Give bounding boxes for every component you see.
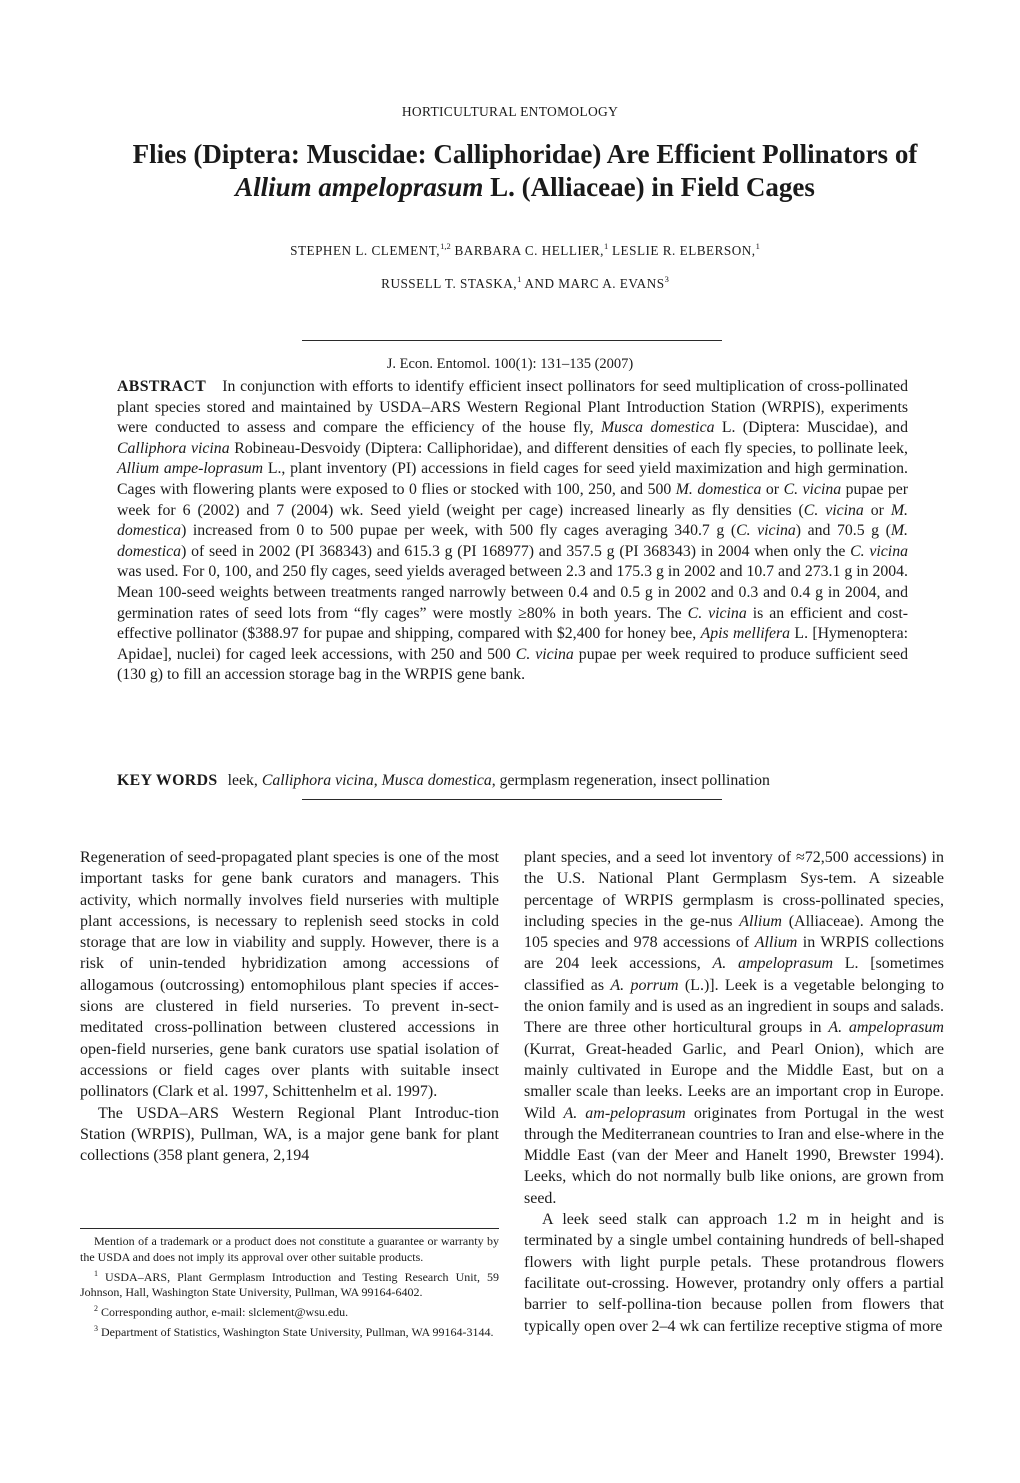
footnote	[80, 1234, 499, 1266]
text-run: L. [Hymenoptera: Apidae], nuclei) for caged leek accessions, with 250 and 500	[117, 625, 908, 663]
authors-line-1	[60, 232, 990, 265]
text-run: leek,	[227, 772, 262, 789]
keywords-label: KEY WORDS	[117, 772, 218, 789]
italic-term: Apis mellifera	[700, 625, 791, 643]
author-affiliation-mark: 1	[603, 241, 609, 251]
abstract	[117, 377, 908, 686]
italic-term: A. porrum	[610, 976, 679, 994]
text-run: Regeneration of seed-propagated plant species is one of the most important tasks for gene bank curators and managers. This activity, which normally involves field nurseries with multiple plant accessions, is necessary to replenish seed stocks in cold storage that are low in viability and supply. However, there is a risk of unin-tended hybridization among accessions of allogamous (outcrossing) entomophilous plant species if acces-sions are clustered in field nurseries. To prevent in-sect-meditated cross-pollination between clustered accessions in open-field nurseries, gene bank curators use spatial isolation of accessions or field cages over plants with suitable insect pollinators (Clark et al. 1997, Schittenhelm et al. 1997).	[80, 849, 499, 1101]
footnote-mark: 2	[94, 1304, 98, 1314]
body-paragraph	[524, 847, 944, 1209]
italic-term: C. vicina	[783, 480, 842, 498]
text-run: Robineau-Desvoidy (Diptera: Calliphoridae), and different densities of each fly species, to pollinate leek,	[229, 439, 909, 457]
text-run: pupae per week required to produce sufficient seed (130 g) to fill an accession storage bag in the WRPIS gene bank.	[117, 645, 908, 684]
text-run: L. [sometimes classified as	[524, 955, 944, 994]
text-run: originates from Portugal in the west through the Mediterranean countries to Iran and else-where in the Middle East (van der Meer and Hanelt 1990, Brewster 1994). Leeks, which do not normally bulb like onions, are grown from seed.	[524, 1104, 944, 1207]
title-part2: L. (Alliaceae) in Field Cages	[483, 172, 815, 202]
author-list	[60, 232, 990, 298]
authors-line-2	[60, 265, 990, 298]
body-right-column	[524, 847, 944, 1337]
text-run: The USDA–ARS Western Regional Plant Introduc-tion Station (WRPIS), Pullman, WA, is a major gene bank for plant collections (358 plant genera, 2,194	[80, 1104, 499, 1165]
italic-term: Calliphora vicina	[117, 439, 230, 457]
italic-term: C. vicina	[850, 542, 908, 560]
author-name: STEPHEN L. CLEMENT,	[290, 243, 441, 258]
header-rule	[302, 340, 722, 341]
keywords	[117, 771, 908, 791]
italic-term: M. domestica	[117, 501, 908, 540]
italic-term: Musca domestica	[600, 419, 715, 437]
footnote-text: Department of Statistics, Washington State University, Pullman, WA 99164-3144.	[98, 1324, 494, 1339]
text-run: L. (Diptera: Muscidae), and	[714, 419, 908, 437]
italic-term: C. vicina	[803, 501, 864, 519]
journal-citation: J. Econ. Entomol. 100(1): 131–135 (2007)	[386, 356, 634, 372]
text-run: ) and 70.5 g (	[795, 522, 891, 540]
italic-term: Musca domestica	[381, 772, 492, 789]
text-run: ) of seed in 2002 (PI 368343) and 615.3 g (PI 168977) and 357.5 g (PI 368343) in 2004 when only the	[181, 542, 851, 560]
footnote	[80, 1301, 499, 1321]
text-run: or	[863, 501, 891, 519]
italic-term: C. vicina	[736, 522, 796, 540]
italic-term: A. ampeloprasum	[828, 1019, 944, 1037]
author-name: AND MARC A. EVANS	[521, 276, 665, 291]
author-affiliation-mark: 1	[517, 274, 522, 284]
title-species: Allium ampeloprasum	[235, 172, 484, 202]
text-run: (L.)]. Leek is a vegetable belonging to the onion family and is used as an ingredient in soups and salads. There are three other horticultural groups in	[524, 976, 945, 1037]
abstract-label: ABSTRACT	[117, 378, 207, 395]
section-label: HORTICULTURAL ENTOMOLOGY	[401, 104, 619, 119]
footnote-text: Mention of a trademark or a product does not constitute a guarantee or warranty by the USDA and does not imply its approval over other suitable products.	[80, 1234, 499, 1264]
text-run: L., plant inventory (PI) accessions in field cages for seed yield maximization and high germination. Cages with flowering plants were exposed to 0 flies or stocked with 100, 250, and 500	[117, 460, 909, 498]
body-paragraph	[80, 847, 499, 1103]
italic-term: M. domestica	[675, 480, 762, 498]
author-affiliation-mark: 1	[755, 241, 760, 251]
author-affiliation-mark: 1,2	[440, 241, 451, 251]
footnote-mark: 1	[94, 1268, 98, 1278]
article-title	[60, 138, 990, 204]
author-affiliation-mark: 3	[664, 274, 669, 284]
text-run: A leek seed stalk can approach 1.2 m in height and is terminated by a single umbel containing hundreds of bell-shaped flowers with light purple petals. These protandrous flowers facilitate out-crossing. However, protandry only offers a partial barrier to self-pollina-tion because pollen from flowers that typically open over 2–4 wk can fertilize receptive stigma of more	[524, 1211, 944, 1335]
italic-term: C. vicina	[515, 645, 574, 663]
author-name: RUSSELL T. STASKA,	[381, 276, 518, 291]
text-run: ) increased from 0 to 500 pupae per week, with 500 fly cages averaging 340.7 g (	[181, 522, 737, 540]
italic-term: A. am-peloprasum	[563, 1104, 686, 1122]
text-run: in WRPIS collections are 204 leek accessions,	[524, 934, 944, 973]
footnotes	[80, 1234, 499, 1341]
italic-term: A. ampeloprasum	[712, 955, 834, 973]
keywords-text	[228, 772, 770, 789]
abstract-text	[117, 378, 908, 683]
italic-term: Allium	[739, 912, 782, 930]
italic-term: M. domestica	[117, 522, 908, 560]
author-name: LESLIE R. ELBERSON,	[608, 243, 756, 258]
text-run: (Alliaceae). Among the 105 species and 978 accessions of	[524, 912, 944, 952]
author-name: BARBARA C. HELLIER,	[450, 243, 604, 258]
text-run: was used. For 0, 100, and 250 fly cages, seed yields averaged between 2.3 and 175.3 g in 2002 and 10.7 and 273.1 g in 2004. Mean 100-seed weights between treatments ranged narrowly between 0.4 and 0.5 g in 2002 and 0.3 and 0.4 g in 2004, and germination rates of seed lots from “fly cages” were mostly ≥80% in both years. The	[117, 563, 908, 622]
text-run: , germplasm regeneration, insect pollination	[491, 772, 770, 789]
text-run: is an efficient and cost-effective pollinator ($388.97 for pupae and shipping, compared with $2,400 for honey bee,	[117, 604, 908, 643]
italic-term: Allium	[754, 934, 798, 952]
footnote	[80, 1266, 499, 1302]
footnote-text: USDA–ARS, Plant Germplasm Introduction and Testing Research Unit, 59 Johnson, Hall, Washington State University, Pullman, WA 99164-6402.	[80, 1269, 499, 1300]
text-run: (Kurrat, Great-headed Garlic, and Pearl Onion), which are mainly cultivated in Europe and the Middle East, but on a smaller scale than leeks. Leeks are an important crop in Europe. Wild	[524, 1040, 944, 1122]
text-run: pupae per week for 6 (2002) and 7 (2004) wk. Seed yield (weight per cage) increased linearly as fly densities (	[117, 480, 909, 519]
italic-term: Calliphora vicina	[261, 772, 374, 789]
text-run: ,	[373, 772, 382, 789]
body-paragraph	[524, 1209, 944, 1337]
italic-term: Allium ampe-loprasum	[117, 460, 264, 478]
abstract-rule	[302, 799, 722, 800]
italic-term: C. vicina	[687, 604, 747, 622]
footnote-rule	[80, 1228, 499, 1229]
text-run: plant species, and a seed lot inventory of ≈72,500 accessions) in the U.S. National Plant Germplasm Sys-tem. A sizeable percentage of WRPIS germplasm is cross-pollinated species, including species in the ge-nus	[524, 849, 944, 930]
text-run: or	[761, 480, 784, 498]
footnote-text: Corresponding author, e-mail: slclement@wsu.edu.	[98, 1305, 349, 1320]
footnote	[80, 1321, 499, 1341]
body-paragraph	[80, 1103, 499, 1167]
title-part1: Flies (Diptera: Muscidae: Calliphoridae) Are Efficient Pollinators of	[132, 139, 918, 169]
body-left-column	[80, 847, 499, 1166]
footnote-mark: 3	[94, 1323, 98, 1333]
text-run: In conjunction with efforts to identify efficient insect pollinators for seed multiplication of cross-pollinated plant species stored and maintained by USDA–ARS Western Regional Plant Introduction Station (WRPIS), experiments were conducted to assess and compare the efficiency of the house fly,	[117, 378, 908, 437]
